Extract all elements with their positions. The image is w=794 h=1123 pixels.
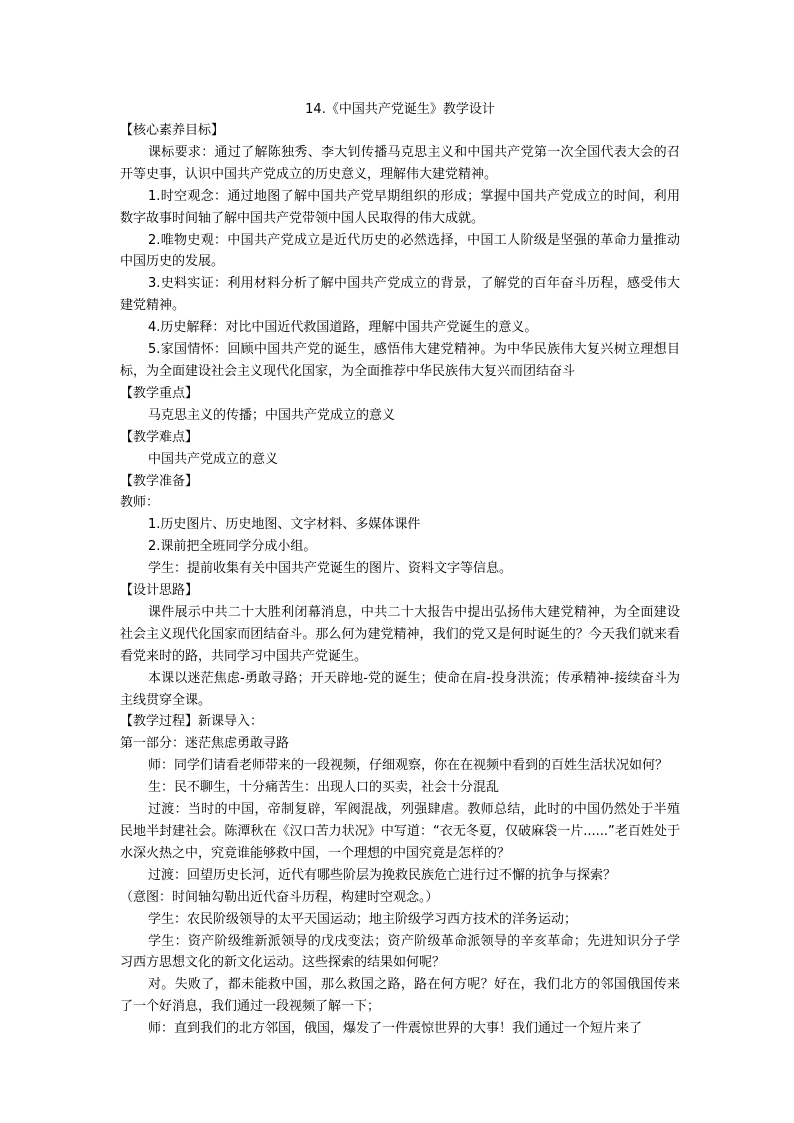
paragraph: 学生：资产阶级维新派领导的戊戌变法；资产阶级革命派领导的辛亥革命；先进知识分子学习西方思想文化的新文化运动。这些探索的结果如何呢？ [120, 933, 680, 971]
paragraph: 课标要求：通过了解陈独秀、李大钊传播马克思主义和中国共产党第一次全国代表大会的召开等史事，认识中国共产党成立的历史意义，理解伟大建党精神。 [120, 144, 680, 182]
paragraph: 2.课前把全班同学分成小组。 [148, 539, 317, 555]
paragraph: 5.家国情怀：回顾中国共产党的诞生，感悟伟大建党精神。为中华民族伟大复兴树立理想目标，为全面建设社会主义现代化国家，为全面推荐中华民族伟大复兴而团结奋斗 [120, 342, 680, 379]
document-page [120, 100, 680, 1040]
section-heading: 【教学准备】 [120, 473, 199, 489]
document-body [120, 120, 680, 1040]
document-title: 14.《中国共产党诞生》教学设计 [305, 102, 495, 117]
section-heading: 【教学难点】 [120, 429, 199, 445]
paragraph: 4.历史解释：对比中国近代救国道路，理解中国共产党诞生的意义。 [148, 320, 538, 336]
paragraph: 教师： [120, 495, 160, 511]
paragraph: （意图：时间轴勾勒出近代奋斗历程，构建时空观念。） [120, 889, 439, 905]
paragraph: 中国共产党成立的意义 [148, 451, 279, 467]
paragraph: 生：民不聊生，十分痛苦生：出现人口的买卖，社会十分混乱 [148, 780, 500, 796]
paragraph: 学生：农民阶级领导的太平天国运动；地主阶级学习西方技术的洋务运动； [148, 911, 578, 927]
paragraph: 第一部分：迷茫焦虑勇敢寻路 [120, 736, 290, 752]
paragraph: 3.史料实证：利用材料分析了解中国共产党成立的背景，了解党的百年奋斗历程，感受伟大建党精神。 [120, 276, 680, 314]
paragraph: 2.唯物史观：中国共产党成立是近代历史的必然选择，中国工人阶级是坚强的革命力量推动中国历史的发展。 [120, 232, 680, 270]
paragraph: 师：直到我们的北方邻国，俄国，爆发了一件震惊世界的大事！我们通过一个短片来了 [148, 1021, 643, 1037]
paragraph: 过渡：回望历史长河，近代有哪些阶层为挽救民族危亡进行过不懈的抗争与探索？ [148, 867, 617, 883]
section-heading: 【教学重点】 [120, 385, 199, 401]
paragraph: 1.历史图片、历史地图、文字材料、多媒体课件 [148, 517, 421, 533]
section-heading: 【教学过程】新课导入： [120, 714, 264, 730]
paragraph: 对。失败了，都未能救中国，那么救国之路，路在何方呢？好在，我们北方的邻国俄国传来了一个好消息，我们通过一段视频了解一下； [120, 977, 680, 1015]
paragraph: 马克思主义的传播；中国共产党成立的意义 [148, 407, 396, 423]
paragraph: 1.时空观念：通过地图了解中国共产党早期组织的形成；掌握中国共产党成立的时间，利用数字故事时间轴了解中国共产党带领中国人民取得的伟大成就。 [120, 188, 680, 226]
paragraph: 本课以迷茫焦虑-勇敢寻路；开天辟地-党的诞生；使命在肩-投身洪流；传承精神-接续奋斗为主线贯穿全课。 [120, 670, 680, 708]
section-heading: 【设计思路】 [120, 583, 199, 599]
section-heading: 【核心素养目标】 [120, 123, 225, 138]
paragraph: 师：同学们请看老师带来的一段视频，仔细观察，你在在视频中看到的百姓生活状况如何？ [148, 758, 669, 774]
paragraph: 学生：提前收集有关中国共产党诞生的图片、资料文字等信息。 [148, 561, 513, 577]
paragraph: 过渡：当时的中国，帝制复辟，军阀混战，列强肆虐。教师总结，此时的中国仍然处于半殖民地半封建社会。陈潭秋在《汉口苦力状况》中写道：“衣无冬夏，仅破麻袋一片......”老百姓处于水深火热之中，究竟谁能够救中国，一个理想的中国究竟是怎样的？ [120, 802, 680, 861]
paragraph: 课件展示中共二十大胜利闭幕消息，中共二十大报告中提出弘扬伟大建党精神，为全面建设社会主义现代化国家而团结奋斗。那么何为建党精神，我们的党又是何时诞生的？今天我们就来看看党来时的路，共同学习中国共产党诞生。 [120, 604, 680, 664]
